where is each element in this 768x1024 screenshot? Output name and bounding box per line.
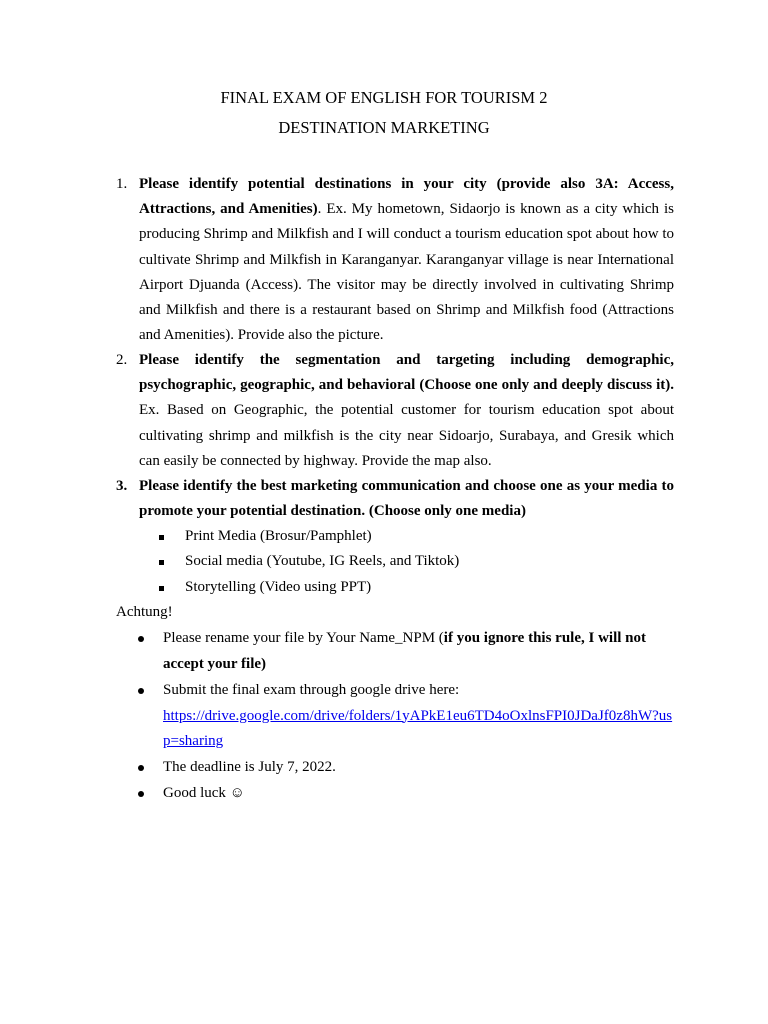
note-rename [138, 626, 674, 677]
square-bullet-icon [159, 586, 164, 591]
question-instruction: Please identify potential destinations in your city (provide also 3A: Access, Attractions, and Amenities) [139, 176, 674, 218]
note-text [163, 626, 674, 677]
question-1 [116, 172, 674, 348]
square-bullet-icon [159, 560, 164, 565]
media-option [159, 575, 371, 600]
question-body [139, 172, 674, 348]
question-number: 1. [116, 176, 128, 192]
question-instruction: Please identify the best marketing communication and choose one as your media to promote your potential destination. (Choose only one media) [139, 478, 674, 520]
note-text [163, 678, 674, 755]
question-example: . Ex. My hometown, Sidaorjo is known as a city which is producing Shrimp and Milkfish and I will conduct a tourism education spot about how to cultivate Shrimp and Milkfish in Karanganyar. Karanganyar village is near International Airport Djuanda (Access). The visitor may be directly involved in cultivating Shrimp and Milkfish and there is a restaurant based on Shrimp and Milkfish food (Attractions and Amenities). Provide also the picture. [139, 201, 674, 344]
submit-instruction: Submit the final exam through google drive here: [163, 682, 460, 698]
media-option-label: Storytelling (Video using PPT) [185, 579, 372, 595]
round-bullet-icon [138, 636, 144, 642]
notes-heading: Achtung! [116, 604, 173, 620]
note-submit [138, 678, 674, 755]
question-instruction: Please identify the segmentation and targeting including demographic, psychographic, geographic, and behavioral (Choose one only and deeply discuss it). [139, 352, 674, 394]
rename-warning: if you ignore this rule, I will not accept your file) [163, 630, 647, 672]
round-bullet-icon [138, 688, 144, 694]
question-3 [116, 474, 674, 524]
rename-instruction: Please rename your file by Your Name_NPM ( [163, 630, 444, 646]
question-example: Ex. Based on Geographic, the potential customer for tourism education spot about cultivating shrimp and milkfish is the city near Sidoarjo, Surabaya, and Gresik which can easily be connected by highway. Provide the map also. [139, 402, 674, 469]
exam-subtitle: DESTINATION MARKETING [278, 118, 490, 137]
square-bullet-icon [159, 535, 164, 540]
deadline-text: The deadline is July 7, 2022. [163, 759, 336, 775]
media-option [159, 524, 372, 549]
note-deadline [138, 755, 674, 781]
good-luck-text: Good luck ☺ [163, 785, 245, 801]
question-2 [116, 348, 674, 474]
google-drive-link[interactable]: https://drive.google.com/drive/folders/1yAPkE1eu6TD4oOxlnsFPI0JDaJf0z8hW?usp=sharing [163, 707, 673, 750]
question-body [139, 474, 674, 524]
question-number: 3. [116, 478, 128, 494]
media-option [159, 549, 459, 574]
media-option-label: Social media (Youtube, IG Reels, and Tiktok) [185, 553, 460, 569]
round-bullet-icon [138, 791, 144, 797]
note-good-luck [138, 781, 674, 807]
exam-title: FINAL EXAM OF ENGLISH FOR TOURISM 2 [220, 88, 548, 107]
round-bullet-icon [138, 765, 144, 771]
question-body [139, 348, 674, 474]
media-option-label: Print Media (Brosur/Pamphlet) [185, 528, 372, 544]
question-number: 2. [116, 352, 128, 368]
